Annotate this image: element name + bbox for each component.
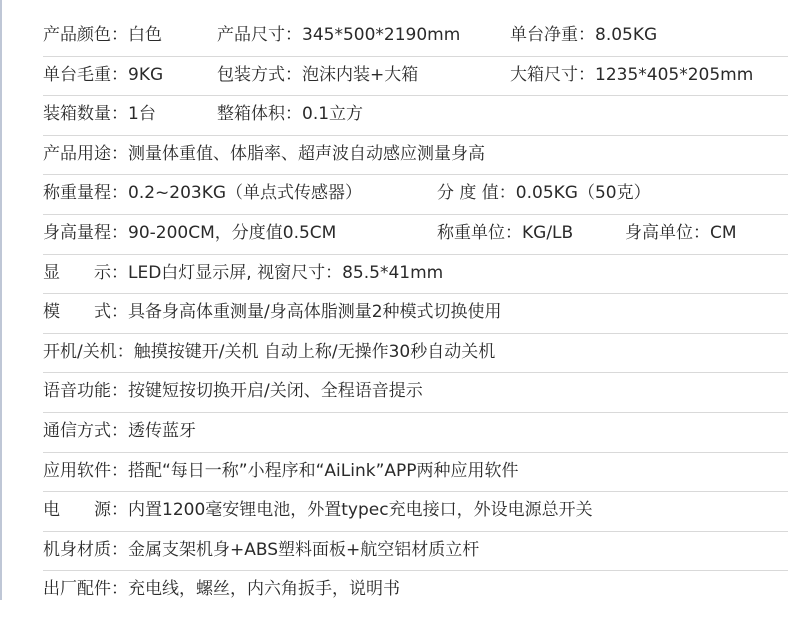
spec-item: 整箱体积：0.1立方	[217, 104, 364, 125]
spec-item: 装箱数量：1台	[43, 104, 156, 125]
spec-item: 语音功能：按键短按切换开启/关闭、全程语音提示	[43, 381, 423, 402]
spec-item: 包装方式：泡沫内装+大箱	[217, 64, 419, 85]
spec-row	[43, 570, 788, 610]
spec-item: 大箱尺寸：1235*405*205mm	[510, 64, 754, 85]
spec-item: 显 示：LED白灯显示屏, 视窗尺寸：85.5*41mm	[43, 262, 444, 283]
spec-item: 产品尺寸：345*500*2190mm	[217, 25, 461, 45]
spec-row	[43, 214, 788, 254]
spec-row	[43, 95, 788, 135]
spec-item: 单台毛重：9KG	[43, 64, 164, 85]
spec-row	[43, 333, 788, 373]
spec-item: 称重单位：KG/LB	[437, 222, 574, 243]
left-border	[0, 0, 2, 600]
spec-sheet	[43, 16, 788, 610]
spec-item: 产品用途：测量体重值、体脂率、超声波自动感应测量身高	[43, 143, 485, 164]
spec-row	[43, 412, 788, 452]
spec-row	[43, 293, 788, 333]
spec-item: 开机/关机：触摸按键开/关机 自动上称/无操作30秒自动关机	[43, 341, 496, 362]
spec-item: 单台净重：8.05KG	[510, 25, 658, 45]
spec-row	[43, 174, 788, 214]
spec-item: 电 源：内置1200毫安锂电池，外置typec充电接口，外设电源总开关	[43, 500, 593, 521]
spec-row	[43, 372, 788, 412]
spec-row	[43, 254, 788, 294]
spec-item: 分 度 值：0.05KG（50克）	[437, 183, 651, 204]
spec-row	[43, 16, 788, 56]
spec-item: 机身材质：金属支架机身+ABS塑料面板+航空铝材质立杆	[43, 539, 480, 560]
spec-item: 称重量程：0.2~203KG（单点式传感器）	[43, 183, 363, 204]
spec-item: 模 式：具备身高体重测量/身高体脂测量2种模式切换使用	[43, 302, 502, 323]
spec-row	[43, 491, 788, 531]
spec-row	[43, 56, 788, 96]
spec-item: 通信方式：透传蓝牙	[43, 420, 196, 441]
spec-item: 应用软件：搭配“每日一称”小程序和“AiLink”APP两种应用软件	[43, 460, 519, 481]
spec-row	[43, 452, 788, 492]
spec-item: 身高单位：CM	[625, 222, 737, 243]
spec-row	[43, 135, 788, 175]
spec-item: 身高量程：90-200CM，分度值0.5CM	[43, 222, 337, 243]
spec-item: 出厂配件：充电线，螺丝，内六角扳手，说明书	[43, 579, 400, 600]
spec-item: 产品颜色：白色	[43, 25, 162, 45]
spec-row	[43, 531, 788, 571]
